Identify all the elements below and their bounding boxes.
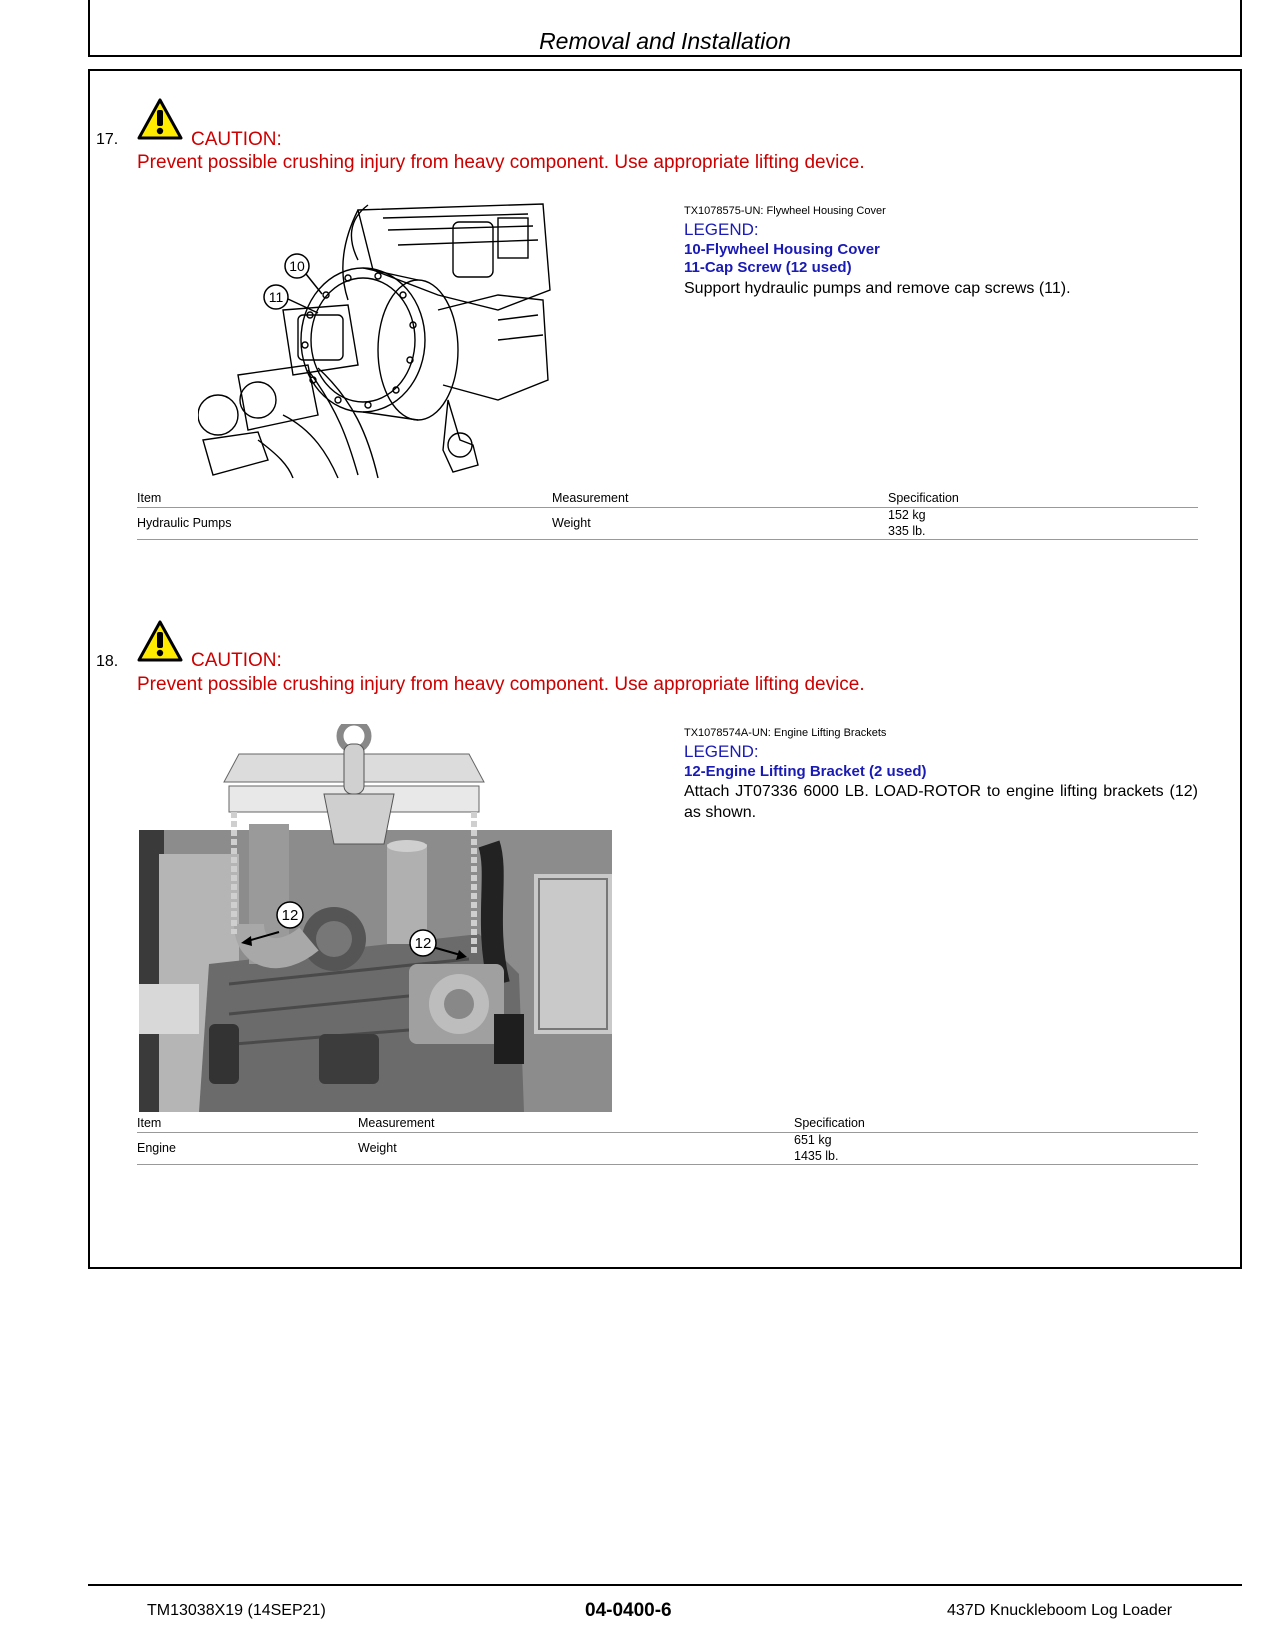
legend-title: LEGEND: [684, 220, 759, 239]
warning-triangle-icon [136, 97, 184, 141]
table-rule [137, 1132, 1198, 1133]
table-cell-item: Engine [137, 1141, 176, 1155]
table-rule [137, 539, 1198, 540]
table-cell-spec: 651 kg [794, 1133, 832, 1147]
callout-12 [275, 900, 305, 930]
caution-label: CAUTION: [191, 650, 282, 671]
col-header-item: Item [137, 1116, 162, 1130]
col-header-specification: Specification [794, 1116, 865, 1130]
legend-item: 11-Cap Screw (12 used) [684, 259, 852, 276]
footer-manual-id: TM13038X19 (14SEP21) [147, 1602, 326, 1619]
caution-text: Prevent possible crushing injury from heavy component. Use appropriate lifting device. [137, 152, 865, 173]
svg-text:12: 12 [281, 907, 299, 924]
figure-caption: TX1078575-UN: Flywheel Housing Cover [684, 205, 886, 217]
legend-item: 10-Flywheel Housing Cover [684, 241, 880, 258]
callout-11 [262, 283, 332, 333]
legend-title: LEGEND: [684, 742, 759, 761]
instruction-text: Attach JT07336 6000 LB. LOAD-ROTOR to engine lifting brackets (12) as shown. [684, 783, 1198, 821]
col-header-specification: Specification [888, 491, 959, 505]
table-cell-item: Hydraulic Pumps [137, 516, 232, 530]
warning-triangle-icon [136, 619, 184, 663]
flywheel-housing-figure [198, 200, 553, 480]
figure-caption: TX1078574A-UN: Engine Lifting Brackets [684, 727, 887, 739]
page-header [88, 0, 1242, 57]
table-cell-spec: 1435 lb. [794, 1149, 839, 1163]
table-cell-measurement: Weight [358, 1141, 397, 1155]
table-cell-measurement: Weight [552, 516, 591, 530]
footer-model-name: 437D Knuckleboom Log Loader [947, 1602, 1173, 1619]
step-number: 17. [96, 131, 119, 148]
callout-12 [408, 928, 438, 958]
table-rule [137, 507, 1198, 508]
col-header-measurement: Measurement [358, 1116, 435, 1130]
spec-table [137, 491, 1198, 541]
col-header-measurement: Measurement [552, 491, 629, 505]
svg-text:11: 11 [268, 289, 284, 305]
instruction-text: Support hydraulic pumps and remove cap screws (11). [684, 280, 1071, 297]
table-rule [137, 1164, 1198, 1165]
footer-page-number: 04-0400-6 [585, 1600, 672, 1621]
col-header-item: Item [137, 491, 162, 505]
engine-lifting-figure [139, 724, 612, 1112]
page-title: Removal and Installation [539, 28, 791, 54]
svg-text:10: 10 [289, 258, 305, 274]
table-cell-spec: 152 kg [888, 508, 926, 522]
step-number: 18. [96, 653, 119, 670]
svg-text:12: 12 [414, 935, 432, 952]
caution-label: CAUTION: [191, 129, 282, 150]
spec-table [137, 1116, 1198, 1166]
footer-divider [88, 1584, 1242, 1586]
caution-text: Prevent possible crushing injury from heavy component. Use appropriate lifting device. [137, 674, 865, 695]
legend-item: 12-Engine Lifting Bracket (2 used) [684, 763, 927, 780]
table-cell-spec: 335 lb. [888, 524, 926, 538]
